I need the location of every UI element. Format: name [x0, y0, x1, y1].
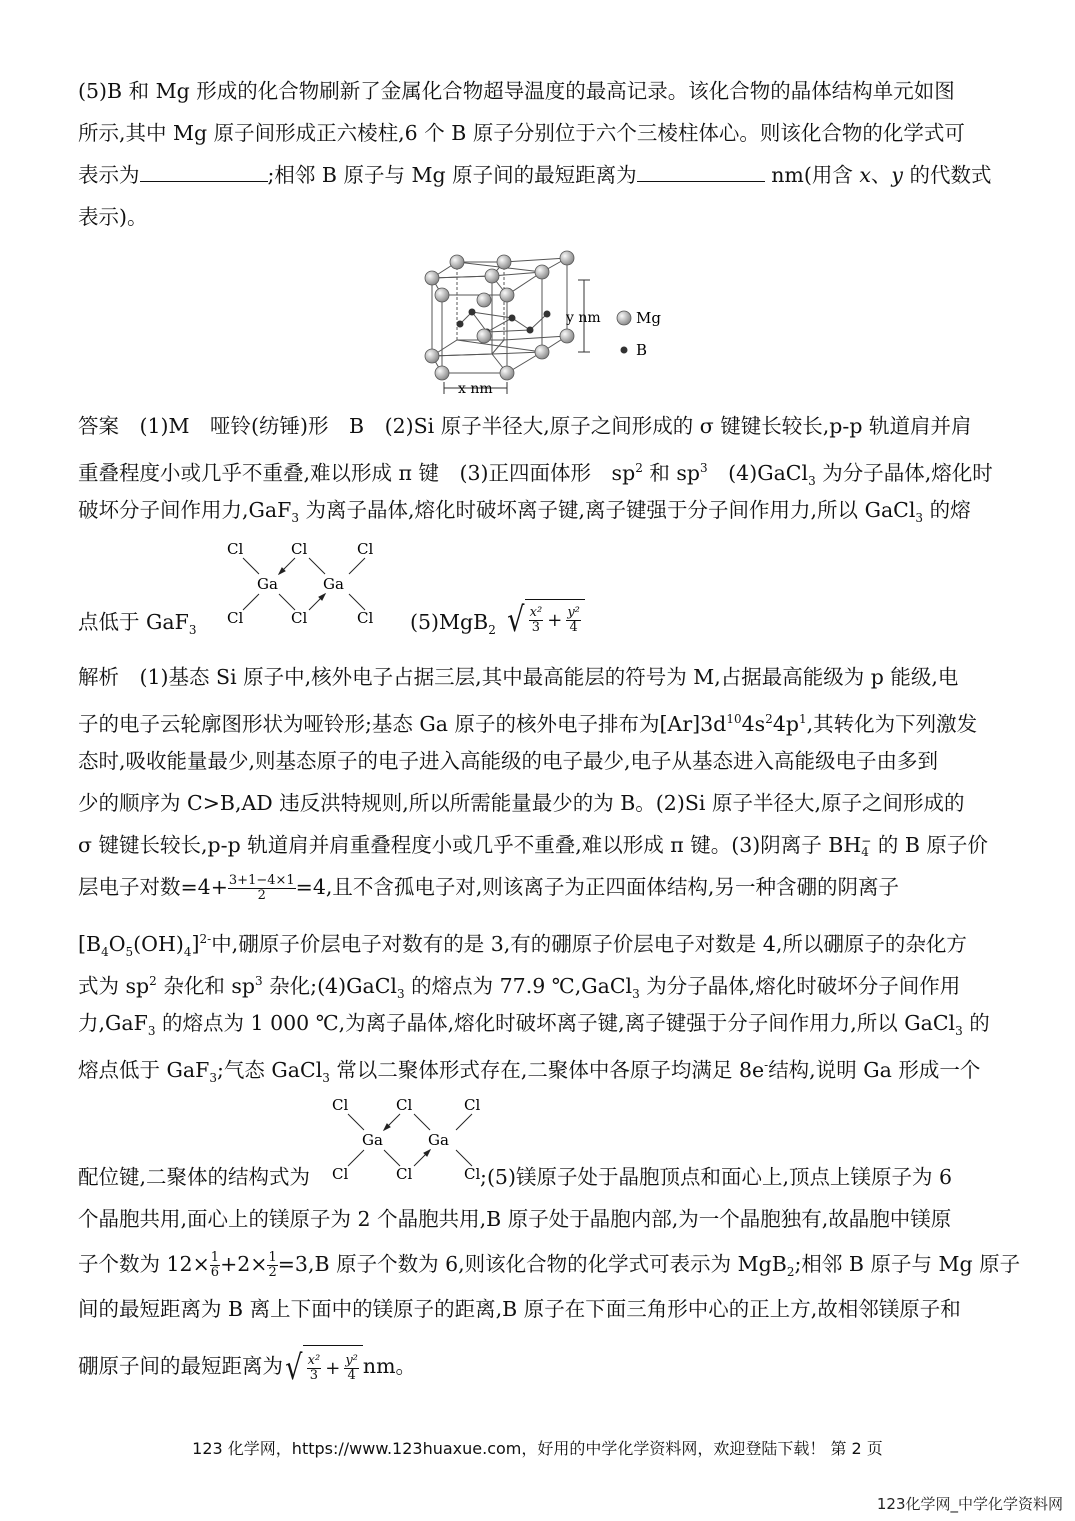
sub: 3 — [396, 986, 405, 1001]
numerator: y² — [345, 1353, 358, 1368]
cl-atom: Cl — [464, 1096, 481, 1114]
sup: 1 — [798, 712, 807, 726]
text: 配位键,二聚体的结构式为 — [78, 1165, 311, 1189]
question-line-4: 表示)。 — [78, 205, 148, 229]
cl-atom: Cl — [291, 540, 308, 558]
text: 子个数为 12× — [78, 1252, 210, 1276]
text: nm。 — [362, 1354, 417, 1378]
text: =4,且不含孤电子对,则该离子为正四面体结构,另一种含硼的阴离子 — [295, 875, 899, 899]
text: 结构,说明 Ga 形成一个 — [768, 1057, 981, 1082]
legend-b-label: B — [636, 341, 648, 359]
radical-sign-icon: √ — [507, 599, 525, 640]
sup: − — [861, 833, 872, 848]
analysis-line-15 — [78, 1344, 416, 1391]
text: 常以二聚体形式存在,二聚体中各原子均满足 8e — [329, 1057, 765, 1082]
text: 为离子晶体,熔化时破坏离子键,离子键强于分子间作用力,所以 GaCl — [298, 498, 916, 522]
text: 式为 sp — [78, 973, 150, 998]
question-line-3 — [78, 161, 992, 189]
denominator: 4 — [569, 620, 578, 635]
text: 点低于 GaF — [78, 610, 189, 634]
sup: 10 — [726, 712, 742, 726]
text: ;气态 GaCl — [216, 1057, 323, 1082]
sub: 4 — [183, 944, 192, 959]
answer-blank-distance[interactable] — [637, 161, 765, 182]
sub: 4 — [861, 844, 869, 859]
text: 的 — [962, 1011, 990, 1035]
text: (4)GaCl — [707, 460, 809, 485]
ga-atom: Ga — [257, 575, 278, 593]
text: 4p — [772, 711, 799, 736]
text: 表示为 — [78, 163, 140, 187]
sqrt-expression — [505, 599, 585, 641]
denominator: 2 — [257, 888, 266, 903]
question-line-1: (5)B 和 Mg 形成的化合物刷新了金属化合物超导温度的最高记录。该化合物的晶体结构单元如图 — [78, 79, 955, 103]
text: 为分子晶体,熔化时破坏分子间作用 — [639, 973, 961, 998]
sub: 2 — [488, 623, 496, 638]
text: 的熔 — [923, 498, 971, 522]
analysis-line-4: 少的顺序为 C>B,AD 违反洪特规则,所以所需能量最少的为 B。(2)Si 原子半径大,原子之间形成的 — [78, 791, 965, 815]
analysis-line-1: 解析 (1)基态 Si 原子中,核外电子占据三层,其中最高能层的符号为 M,占据最高能级为 p 能级,电 — [78, 665, 959, 689]
sup: 2 — [149, 974, 157, 988]
watermark: 123化学网_中学化学资料网 — [876, 1495, 1063, 1513]
denominator: 3 — [309, 1368, 319, 1383]
radical-sign-icon: √ — [285, 1347, 303, 1388]
text: (OH) — [133, 931, 184, 956]
crystal-structure-figure — [412, 240, 672, 400]
analysis-line-7 — [78, 925, 967, 966]
sqrt-expression — [283, 1345, 363, 1391]
text: ,其转化为下列激发 — [806, 711, 978, 736]
analysis-line-13 — [78, 1250, 1020, 1286]
sub: 3 — [632, 986, 640, 1001]
analysis-line-10 — [78, 1051, 980, 1092]
text: 、 — [870, 163, 892, 187]
denominator: 3 — [531, 620, 541, 635]
cl-atom: Cl — [227, 609, 244, 627]
sup: - — [764, 1058, 769, 1072]
answer-blank-formula[interactable] — [140, 161, 268, 182]
cl-atom: Cl — [464, 1165, 481, 1183]
answer-line-4 — [78, 608, 196, 644]
cl-atom: Cl — [357, 540, 374, 558]
plus: + — [547, 609, 563, 631]
text: 为分子晶体,熔化时 — [815, 460, 993, 485]
cl-atom: Cl — [291, 609, 308, 627]
numerator: 1 — [268, 1250, 277, 1265]
sup: 2 — [635, 461, 643, 475]
cl-atom: Cl — [332, 1096, 349, 1114]
text: 力,GaF — [78, 1011, 148, 1035]
analysis-line-2 — [78, 705, 977, 738]
x-dimension-label: x nm — [458, 381, 493, 397]
sub: 3 — [955, 1024, 963, 1039]
text: ;(5)镁原子处于晶胞顶点和面心上,顶点上镁原子为 6 — [480, 1165, 953, 1189]
answer-mgb2 — [410, 608, 496, 644]
text: O — [108, 931, 126, 956]
answer-line-3 — [78, 496, 971, 532]
text: [B — [78, 931, 102, 956]
analysis-line-9 — [78, 1009, 990, 1045]
plus: + — [325, 1357, 341, 1379]
sup: 2 — [765, 712, 773, 726]
cl-atom: Cl — [396, 1165, 413, 1183]
text: 层电子对数=4+ — [78, 875, 228, 899]
ga-atom: Ga — [362, 1131, 383, 1149]
sub: 2 — [786, 1265, 795, 1280]
cl-atom: Cl — [357, 609, 374, 627]
text: 的熔点为 1 000 ℃,为离子晶体,熔化时破坏离子键,离子键强于分子间作用力,所以 GaCl — [155, 1011, 956, 1035]
text: 的熔点为 77.9 ℃,GaCl — [404, 973, 633, 998]
sub: 4 — [101, 944, 109, 959]
text: 和 sp — [642, 460, 701, 485]
sub: 3 — [188, 623, 197, 638]
sub: 3 — [209, 1070, 217, 1085]
text: σ 键键长较长,p-p 轨道肩并肩重叠程度小或几乎不重叠,难以形成 π 键。(3)阴离子 BH — [78, 833, 862, 857]
sup: 3 — [255, 974, 263, 988]
answer-line-2 — [78, 454, 993, 495]
sup: 3 — [700, 461, 708, 475]
text: 的 B 原子价 — [871, 833, 988, 857]
text: 破坏分子间作用力,GaF — [78, 498, 292, 522]
numerator: x² — [307, 1353, 321, 1368]
sub: 3 — [322, 1070, 330, 1085]
analysis-line-14: 间的最短距离为 B 离上下面中的镁原子的距离,B 原子在下面三角形中心的正上方,故相邻镁原子和 — [78, 1297, 961, 1321]
text: 4s — [741, 711, 766, 736]
legend-mg-label: Mg — [636, 309, 661, 327]
ga-atom: Ga — [428, 1131, 449, 1149]
numerator: y² — [567, 605, 580, 620]
analysis-line-8 — [78, 967, 960, 1008]
answer-distance-formula — [505, 598, 585, 641]
sub: 3 — [808, 473, 816, 488]
text: ] — [191, 931, 200, 956]
denominator: 4 — [347, 1368, 356, 1383]
text: 熔点低于 GaF — [78, 1057, 210, 1082]
text: 子的电子云轮廓图形状为哑铃形;基态 Ga 原子的核外电子排布为[Ar]3d — [78, 711, 727, 736]
question-line-2: 所示,其中 Mg 原子间形成正六棱柱,6 个 B 原子分别位于六个三棱柱体心。则该化合物的化学式可 — [78, 121, 965, 145]
analysis-line-12: 个晶胞共用,面心上的镁原子为 2 个晶胞共用,B 原子处于晶胞内部,为一个晶胞独有,故晶胞中镁原 — [78, 1207, 952, 1231]
var-y: y — [891, 163, 904, 187]
sub: 3 — [291, 511, 299, 526]
text: 杂化和 sp — [156, 973, 255, 998]
sub: 3 — [915, 511, 924, 526]
analysis-line-11 — [78, 1163, 952, 1191]
text: =3,B 原子个数为 6,则该化合物的化学式可表示为 MgB — [277, 1252, 787, 1276]
text: ;相邻 B 原子与 Mg 原子间的最短距离为 — [267, 163, 637, 187]
text: (5)MgB — [410, 610, 489, 634]
numerator: x² — [529, 605, 543, 620]
cl-atom: Cl — [396, 1096, 413, 1114]
text: ;相邻 B 原子与 Mg 原子 — [794, 1252, 1021, 1276]
text: 的代数式 — [909, 163, 992, 187]
analysis-line-5 — [78, 831, 988, 859]
ga2cl6-dimer-structure-answer — [225, 538, 385, 638]
text: 中,硼原子价层电子对数有的是 3,有的硼原子价层电子对数是 4,所以硼原子的杂化方 — [211, 931, 967, 956]
cl-atom: Cl — [227, 540, 244, 558]
sup: 2- — [199, 932, 212, 946]
analysis-line-3: 态时,吸收能量最少,则基态原子的电子进入高能级的电子最少,电子从基态进入高能级电子由多到 — [78, 749, 939, 773]
text: 重叠程度小或几乎不重叠,难以形成 π 键 (3)正四面体形 sp — [78, 460, 636, 485]
var-x: x — [859, 163, 871, 187]
analysis-line-6 — [78, 873, 899, 903]
denominator: 6 — [210, 1265, 220, 1280]
text: nm(用含 — [771, 163, 853, 187]
cl-atom: Cl — [332, 1165, 349, 1183]
text: 硼原子间的最短距离为 — [78, 1354, 283, 1378]
answer-line-1: 答案 (1)M 哑铃(纺锤)形 B (2)Si 原子半径大,原子之间形成的 σ 键键长较长,p-p 轨道肩并肩 — [78, 414, 972, 438]
ga-atom: Ga — [323, 575, 344, 593]
numerator: 1 — [210, 1250, 220, 1265]
denominator: 2 — [268, 1265, 277, 1280]
sub: 5 — [125, 944, 134, 959]
numerator: 3+1−4×1 — [228, 873, 295, 888]
y-dimension-label: y nm — [566, 310, 601, 326]
text: 杂化;(4)GaCl — [262, 973, 397, 998]
text: +2× — [220, 1252, 268, 1276]
page-footer: 123 化学网，https://www.123huaxue.com，好用的中学化学资料网，欢迎登陆下载！ 第 2 页 — [192, 1439, 883, 1458]
sub: 3 — [147, 1024, 156, 1039]
